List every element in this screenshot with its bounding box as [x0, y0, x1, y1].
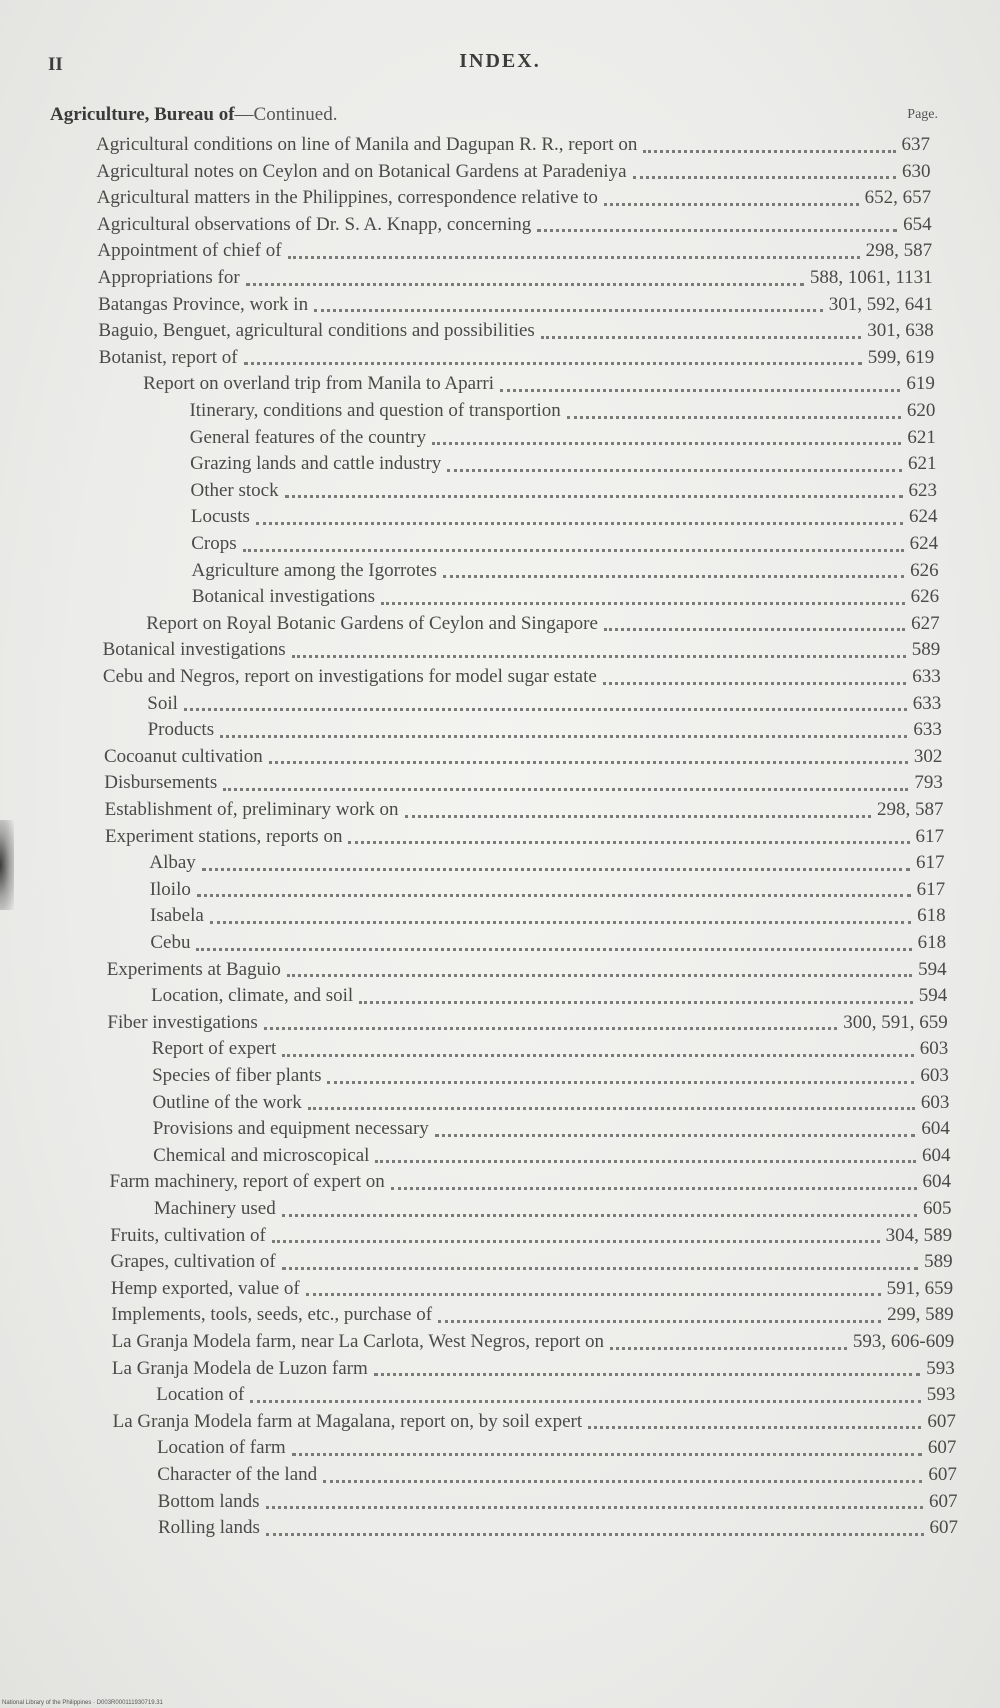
index-entry [111, 1301, 953, 1329]
index-entry-pages: 607 [927, 1437, 957, 1459]
index-entry-text: Other stock [190, 479, 279, 501]
dot-leader [405, 815, 871, 818]
index-entry-pages: 623 [908, 479, 937, 501]
index-entry [112, 1355, 955, 1383]
index-entry-pages: 304, 589 [885, 1224, 953, 1246]
index-entry-text: Location of farm [156, 1437, 286, 1459]
index-entry-text: Establishment of, preliminary work on [104, 799, 399, 820]
index-entry-text: Report of expert [151, 1038, 277, 1060]
index-entry-text: Agriculture among the Igorrotes [191, 559, 437, 581]
dot-leader [610, 1347, 847, 1350]
dot-leader [292, 655, 906, 658]
dot-leader [374, 1373, 920, 1376]
index-entry-pages: 630 [902, 160, 931, 182]
index-entry-pages: 604 [921, 1118, 950, 1140]
dot-leader [432, 442, 901, 445]
dot-leader [435, 1134, 916, 1137]
index-entry-pages: 618 [917, 905, 946, 927]
dot-leader [220, 735, 907, 738]
section-heading-title: Agriculture, Bureau of [50, 104, 235, 125]
index-entry-pages: 633 [913, 719, 942, 741]
index-entry [112, 1328, 955, 1356]
index-entry-pages: 617 [915, 825, 944, 847]
index-entry [148, 716, 942, 744]
dot-leader [314, 309, 823, 312]
index-entry [98, 317, 933, 345]
dot-leader [250, 1400, 920, 1403]
index-entry [152, 1089, 949, 1117]
dot-leader [244, 362, 862, 365]
index-entry [150, 929, 946, 957]
index-entry [191, 477, 938, 505]
index-entry [150, 902, 946, 930]
index-entry-text: Itinerary, conditions and question of transportion [189, 400, 561, 421]
running-head-title: INDEX. [459, 50, 541, 72]
index-entry [107, 956, 947, 984]
index-entry-text: Grapes, cultivation of [110, 1251, 276, 1273]
index-entry-text: Isabela [150, 905, 204, 927]
dot-leader [541, 336, 861, 339]
index-entry-pages: 604 [922, 1171, 951, 1193]
index-entry [146, 610, 939, 638]
index-entry-pages: 607 [928, 1490, 958, 1512]
dot-leader [306, 1293, 881, 1296]
dot-leader [359, 1001, 913, 1004]
index-entry [149, 849, 944, 877]
index-entry-text: Disbursements [104, 772, 218, 794]
dot-leader [500, 389, 900, 392]
index-entry-text: Location of [156, 1384, 245, 1406]
index-entry-pages: 588, 1061, 1131 [809, 267, 933, 288]
dot-leader [196, 948, 911, 951]
index-entry-text: Agricultural notes on Ceylon and on Botanical Gardens at Paradeniya [96, 160, 627, 182]
index-entry-pages: 593, 606-609 [852, 1331, 955, 1352]
index-entry-text: Grazing lands and cattle industry [190, 453, 442, 475]
index-entry [97, 237, 932, 265]
index-entry-pages: 621 [907, 453, 937, 475]
index-entry-pages: 626 [910, 586, 940, 608]
dot-leader [391, 1187, 917, 1190]
dot-leader [323, 1480, 922, 1483]
index-entry-pages: 607 [927, 1410, 956, 1432]
dot-leader [443, 575, 904, 578]
index-entry [151, 982, 947, 1010]
index-entry-text: Implements, tools, seeds, etc., purchase of [111, 1304, 433, 1326]
index-entry [191, 503, 938, 531]
index-entry [147, 690, 941, 718]
index-entry [103, 636, 941, 664]
index-entry [97, 184, 931, 212]
index-entry-text: Fruits, cultivation of [110, 1224, 266, 1246]
index-entry-text: Hemp exported, value of [110, 1277, 300, 1299]
index-entry-pages: 594 [918, 958, 947, 980]
dot-leader [202, 868, 910, 871]
index-entry-text: Botanist, report of [98, 346, 238, 368]
index-entry [150, 876, 945, 904]
index-entry-text: Appointment of chief of [97, 240, 282, 262]
dot-leader [256, 522, 903, 525]
index-entry [97, 211, 932, 239]
index-entry-text: Botanical investigations [102, 639, 286, 661]
index-entry-text: Experiment stations, reports on [105, 825, 343, 847]
index-entry-pages: 624 [909, 506, 938, 528]
index-entry [105, 796, 944, 824]
index-entry [157, 1434, 956, 1462]
dot-leader [308, 1107, 915, 1110]
index-entry [156, 1381, 955, 1409]
dot-leader [285, 495, 903, 498]
index-entry-pages: 298, 587 [865, 240, 933, 262]
index-entry-pages: 593 [926, 1357, 955, 1379]
index-entry-pages: 633 [912, 692, 942, 714]
dot-leader [292, 1453, 922, 1456]
index-entry-text: Bottom lands [157, 1490, 260, 1512]
dot-leader [282, 1054, 914, 1057]
index-entry-pages: 607 [929, 1517, 958, 1539]
index-entry [103, 663, 941, 691]
index-entry [110, 1168, 952, 1196]
dot-leader [633, 176, 896, 179]
index-entry-text: Experiments at Baguio [106, 958, 281, 980]
index-entry-pages: 603 [920, 1065, 949, 1086]
index-entry-text: Botanical investigations [191, 586, 375, 608]
index-entry-text: Machinery used [153, 1198, 276, 1219]
dot-leader [643, 150, 895, 153]
index-entry-text: Agricultural matters in the Philippines, correspondence relative to [96, 187, 598, 209]
index-entry [153, 1115, 950, 1143]
index-entry [111, 1275, 953, 1303]
index-entry [143, 370, 935, 398]
index-entry [98, 264, 933, 292]
index-entry-pages: 624 [909, 533, 939, 554]
index-entry [152, 1062, 949, 1090]
index-entry [113, 1408, 956, 1436]
index-entry-text: Agricultural observations of Dr. S. A. Knapp, concerning [97, 213, 532, 235]
index-entry [192, 557, 939, 585]
index-entry-text: La Granja Modela farm, near La Carlota, West Negros, report on [111, 1331, 605, 1352]
binding-shadow [0, 820, 14, 910]
index-entry [105, 823, 944, 851]
index-entry-text: La Granja Modela farm at Magalana, report on, by soil expert [112, 1410, 583, 1432]
index-entry-pages: 299, 589 [887, 1304, 954, 1326]
dot-leader [197, 894, 911, 897]
index-entry [152, 1035, 949, 1063]
index-entry-pages: 617 [916, 878, 946, 900]
dot-leader [288, 256, 860, 259]
index-entry [98, 291, 933, 319]
index-entry-pages: 301, 592, 641 [828, 293, 934, 315]
index-entry-text: Character of the land [157, 1464, 318, 1485]
index-entry [189, 397, 935, 425]
index-entry-text: Fiber investigations [107, 1011, 258, 1033]
index-entry [158, 1514, 958, 1542]
index-entry-pages: 298, 587 [876, 799, 944, 820]
index-entry [190, 450, 936, 478]
dot-leader [269, 761, 908, 764]
index-entry-pages: 605 [923, 1198, 952, 1219]
index-entry [192, 583, 939, 611]
dot-leader [264, 1027, 837, 1030]
index-entry-pages: 604 [921, 1144, 951, 1166]
index-entry-text: Appropriations for [97, 267, 240, 288]
index-entry [153, 1142, 950, 1170]
dot-leader [282, 1267, 918, 1270]
index-entry-pages: 620 [906, 400, 936, 421]
index-entry [190, 424, 936, 452]
footer-credit: National Library of the Philippines · D003R000111930719.31 [2, 1700, 163, 1706]
index-entry-pages: 591, 659 [886, 1277, 954, 1299]
dot-leader [375, 1160, 915, 1163]
dot-leader [438, 1320, 881, 1323]
index-entry-text: Outline of the work [152, 1091, 302, 1113]
index-entry [191, 530, 938, 558]
dot-leader [223, 788, 908, 791]
index-entry-text: Report on overland trip from Manila to Aparri [143, 373, 494, 395]
index-entry-pages: 589 [924, 1251, 953, 1273]
dot-leader [246, 283, 804, 286]
dot-leader [287, 974, 912, 977]
dot-leader [567, 416, 901, 419]
index-entry-pages: 618 [917, 932, 947, 953]
index-entry-pages: 619 [906, 373, 935, 395]
dot-leader [266, 1506, 923, 1509]
index-entry-text: Cocoanut cultivation [103, 745, 263, 767]
index-entry-pages: 627 [911, 612, 940, 634]
dot-leader [272, 1240, 880, 1243]
index-entry [96, 158, 930, 186]
index-entry-text: Species of fiber plants [152, 1065, 322, 1086]
index-entry-pages: 599, 619 [867, 346, 935, 368]
section-heading-continued: —Continued. [234, 104, 338, 125]
index-entry-text: Albay [149, 852, 196, 874]
index-entry-pages: 793 [914, 772, 943, 794]
index-entry-pages: 633 [912, 666, 941, 687]
index-entry-pages: 594 [918, 985, 948, 1007]
index-entry [104, 743, 942, 771]
index-entry [154, 1195, 952, 1223]
index-entry-pages: 626 [910, 559, 939, 581]
index-entry-text: La Granja Modela de Luzon farm [111, 1357, 368, 1379]
index-entry-pages: 621 [907, 426, 936, 448]
index-entry-text: Baguio, Benguet, agricultural conditions and possibilities [98, 320, 535, 342]
index-entry-text: Batangas Province, work in [98, 293, 309, 315]
index-entry-text: Crops [191, 533, 237, 554]
section-heading [50, 104, 940, 130]
index-entry-pages: 603 [919, 1038, 949, 1060]
index-entry-text: Provisions and equipment necessary [152, 1118, 429, 1140]
index-entry-pages: 637 [901, 134, 930, 155]
index-entry-text: Agricultural conditions on line of Manila and Dagupan R. R., report on [96, 134, 638, 155]
index-entry [107, 1009, 947, 1037]
dot-leader [537, 229, 897, 232]
index-entry-pages: 593 [926, 1384, 956, 1406]
index-entry-text: Products [147, 719, 215, 741]
dot-leader [282, 1214, 917, 1217]
index-entry [99, 344, 935, 372]
dot-leader [604, 628, 905, 631]
index-entry-pages: 301, 638 [867, 320, 934, 342]
index-entry [157, 1461, 957, 1489]
dot-leader [243, 549, 904, 552]
dot-leader [348, 841, 909, 844]
page-number: II [48, 54, 63, 75]
dot-leader [184, 708, 907, 711]
index-entry-text: Cebu and Negros, report on investigations for model sugar estate [102, 666, 597, 687]
index-entry-text: General features of the country [189, 426, 427, 448]
index-entry-pages: 652, 657 [864, 187, 932, 209]
index-entry-pages: 603 [920, 1091, 950, 1113]
index-entry-text: Report on Royal Botanic Gardens of Ceylon and Singapore [146, 612, 598, 634]
dot-leader [210, 921, 911, 924]
index-entry-text: Farm machinery, report of expert on [109, 1171, 385, 1193]
index-entry [110, 1222, 952, 1250]
dot-leader [588, 1426, 921, 1429]
dot-leader [447, 469, 902, 472]
index-entry [158, 1488, 958, 1516]
index-entry-pages: 654 [903, 213, 932, 235]
dot-leader [604, 203, 859, 206]
dot-leader [603, 682, 906, 685]
dot-leader [266, 1533, 924, 1536]
index-entry [104, 769, 943, 797]
index-entry-pages: 607 [928, 1464, 957, 1485]
index-entry-text: Soil [147, 692, 178, 714]
index-entry-text: Iloilo [149, 878, 191, 900]
index-entry-pages: 302 [913, 745, 943, 767]
dot-leader [327, 1081, 914, 1084]
index-entry-text: Chemical and microscopical [153, 1144, 370, 1166]
index-entry-pages: 300, 591, 659 [843, 1011, 948, 1033]
dot-leader [381, 602, 905, 605]
index-entry [96, 131, 930, 159]
index-entry-pages: 617 [916, 852, 945, 874]
index-entry-text: Locusts [190, 506, 250, 528]
index-entry-pages: 589 [911, 639, 941, 661]
index-entry-text: Rolling lands [158, 1517, 260, 1539]
index-entry [111, 1248, 953, 1276]
index-entry-text: Cebu [150, 932, 191, 953]
page-column-label: Page. [907, 107, 938, 122]
index-entry-text: Location, climate, and soil [151, 985, 354, 1007]
